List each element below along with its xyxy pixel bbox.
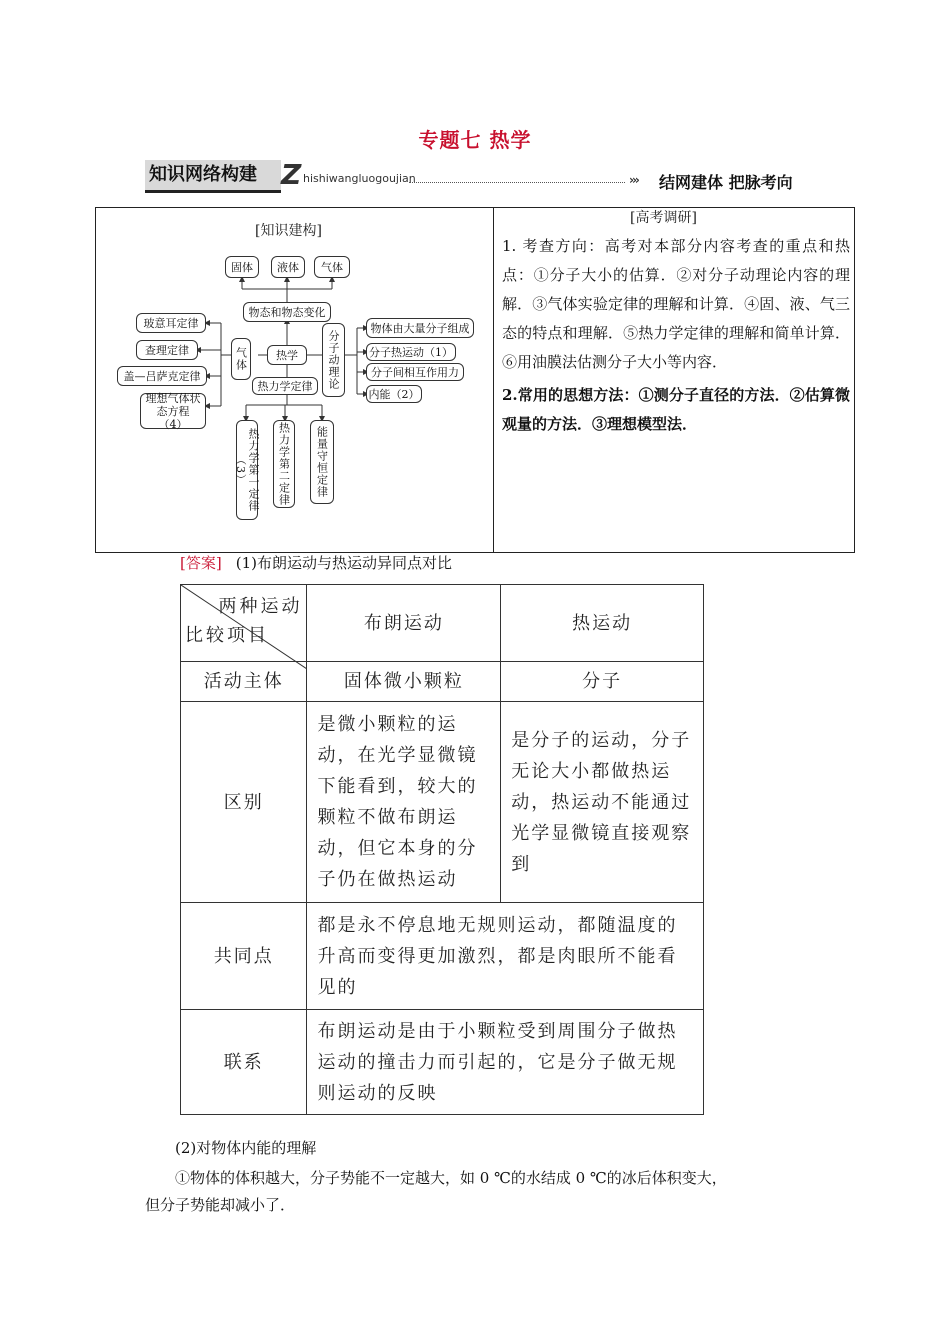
concept-molecular-theory: 分子动理论 bbox=[322, 323, 345, 397]
research-point-1: 1. 考查方向：高考对本部分内容考查的重点和热点：①分子大小的估算．②对分子动理论内容的理解．③气体实验定律的理解和计算．④固、液、气三态的特点和理解．⑤热力学定律的理解和简单计算．⑥用油膜法估测分子大小等内容． bbox=[502, 237, 850, 371]
row-label: 活动主体 bbox=[181, 662, 307, 702]
corner-bottom-label: 比较项目 bbox=[185, 625, 269, 646]
concept-gas-state: 气体 bbox=[314, 256, 350, 278]
cell-brownian: 固体微小颗粒 bbox=[307, 662, 501, 702]
banner-slogan: 结网建体 把脉考向 bbox=[659, 173, 793, 192]
concept-thermodynamics-center: 热学 bbox=[267, 345, 307, 365]
row-label: 共同点 bbox=[181, 903, 307, 1010]
answer-heading: (1)布朗运动与热运动异同点对比 bbox=[235, 554, 452, 572]
table-corner-cell bbox=[181, 585, 307, 662]
concept-charles-law: 查理定律 bbox=[136, 340, 198, 360]
cell-merged: 布朗运动是由于小颗粒受到周围分子做热运动的撞击力而引起的，它是分子做无规则运动的反映 bbox=[307, 1010, 704, 1115]
cell-merged: 都是永不停息地无规则运动，都随温度的升高而变得更加激烈，都是肉眼所不能看见的 bbox=[307, 903, 704, 1010]
corner-top-label: 两种运动 bbox=[218, 596, 303, 617]
section2-heading: (2)对物体内能的理解 bbox=[175, 1139, 317, 1157]
concept-intermolecular-force: 分子间相互作用力 bbox=[366, 363, 464, 381]
cell-thermal: 是分子的运动，分子无论大小都做热运动，热运动不能通过光学显微镜直接观察到 bbox=[501, 702, 704, 903]
concept-first-law: 热力学第一定律（3） bbox=[236, 420, 258, 520]
cell-thermal: 分子 bbox=[501, 662, 704, 702]
comparison-table bbox=[180, 584, 704, 1115]
knowledge-heading: [知识建构] bbox=[255, 223, 322, 239]
answer-row bbox=[180, 552, 452, 573]
table-row bbox=[181, 903, 704, 1010]
section2-line-1: ①物体的体积越大，分子势能不一定越大，如 0 ℃的水结成 0 ℃的冰后体积变大， bbox=[175, 1169, 727, 1187]
banner-pinyin: hishiwangluogoujian bbox=[303, 172, 416, 185]
page-title: 专题七 热学 bbox=[418, 128, 532, 152]
banner-main-label: 知识网络构建 bbox=[145, 160, 281, 193]
concept-gay-lussac-law: 盖—吕萨克定律 bbox=[117, 366, 207, 386]
concept-thermo-law: 热力学定律 bbox=[252, 377, 318, 395]
concept-solid: 固体 bbox=[225, 256, 259, 278]
column-header-brownian: 布朗运动 bbox=[307, 585, 501, 662]
concept-thermal-motion: 分子热运动（1） bbox=[366, 343, 456, 361]
cell-brownian: 是微小颗粒的运动，在光学显微镜下能看到，较大的颗粒不做布朗运动，但它本身的分子仍在做热运动 bbox=[307, 702, 501, 903]
research-point-2: 2.常用的思想方法：①测分子直径的方法．②估算微观量的方法．③理想模型法． bbox=[502, 386, 850, 433]
concept-internal-energy: 内能（2） bbox=[366, 385, 422, 403]
chevron-right-icon: ››› bbox=[629, 173, 638, 187]
row-label: 区别 bbox=[181, 702, 307, 903]
row-label: 联系 bbox=[181, 1010, 307, 1115]
concept-many-molecules: 物体由大量分子组成 bbox=[366, 318, 474, 338]
table-row bbox=[181, 702, 704, 903]
table-row bbox=[181, 1010, 704, 1115]
concept-liquid: 液体 bbox=[271, 256, 305, 278]
concept-ideal-gas-equation: 理想气体状态方程（4） bbox=[140, 393, 206, 429]
banner-dotted-line bbox=[409, 182, 625, 183]
banner-z-letter: Z bbox=[281, 158, 302, 191]
column-header-thermal: 热运动 bbox=[501, 585, 704, 662]
section-banner bbox=[145, 160, 815, 194]
concept-phase-change: 物态和物态变化 bbox=[243, 302, 331, 322]
concept-energy-conservation: 能量守恒定律 bbox=[310, 420, 334, 504]
concept-second-law: 热力学第二定律 bbox=[273, 420, 295, 508]
concept-boyle-law: 玻意耳定律 bbox=[136, 313, 206, 333]
answer-tag: [答案] bbox=[180, 554, 222, 572]
research-heading: [高考调研] bbox=[630, 210, 697, 226]
section2-line-2: 但分子势能却减小了． bbox=[145, 1196, 296, 1214]
research-content bbox=[502, 232, 850, 439]
concept-gas: 气体 bbox=[231, 338, 251, 380]
